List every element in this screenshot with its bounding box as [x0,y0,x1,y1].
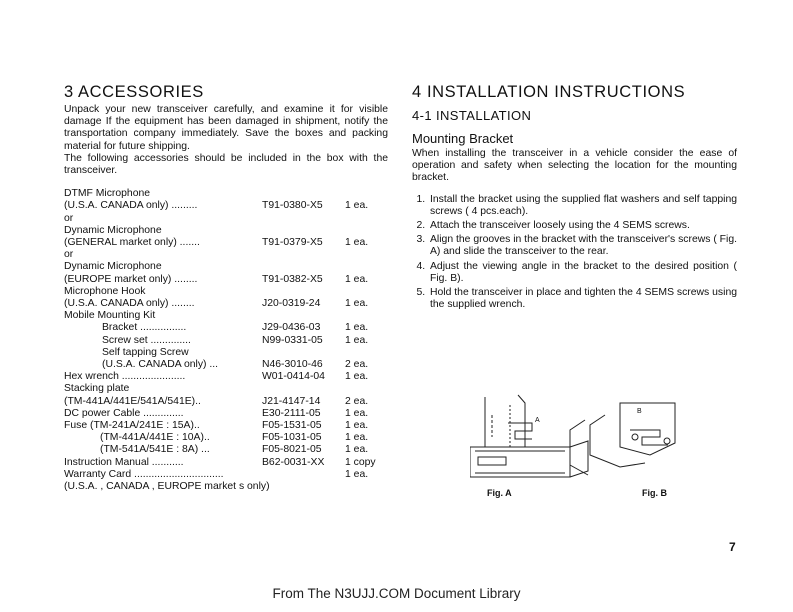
accessory-description: Warranty Card ............................... [64,468,224,480]
accessory-label: Microphone Hook [64,285,146,297]
accessory-description: Bracket ................ [102,322,187,334]
mounting-bracket-intro: When installing the transceiver in a vehicle consider the ease of operation and safety when selecting the location for the mounting bracket. [412,148,737,184]
accessory-description: (EUROPE market only) ........ [64,273,198,285]
accessory-row [64,432,388,444]
accessory-label: Self tapping Screw [102,346,189,358]
accessory-description: Fuse (TM-241A/241E : 15A).. [64,420,200,432]
bracket-diagram [470,375,750,505]
accessory-description: Hex wrench ...................... [64,371,186,383]
accessory-label: Dynamic Microphone [64,261,162,273]
accessory-part-number: J29-0436-03 [262,322,321,334]
accessory-part-number: T91-0382-X5 [262,273,323,285]
accessory-part-number: E30-2111-05 [262,407,321,419]
accessory-row [64,335,388,347]
accessory-row [64,457,388,469]
accessory-part-number: T91-0379-X5 [262,237,323,249]
accessory-quantity: 2 ea. [345,395,369,407]
accessory-quantity: 1 ea. [345,371,369,383]
accessory-description: (TM-441A/441E/541A/541E).. [64,395,201,407]
accessory-quantity: 1 ea. [345,468,369,480]
installation-steps [412,194,737,312]
accessory-description: DC power Cable .............. [64,407,184,419]
accessories-heading: 3 ACCESSORIES [64,83,204,101]
accessory-label: (U.S.A. , CANADA , EUROPE market s only) [64,481,270,493]
accessory-description: Screw set .............. [102,334,191,346]
accessory-quantity: 1 ea. [345,273,369,285]
installation-step: 2. Attach the transceiver loosely using the 4 SEMS screws. [428,220,737,232]
accessory-row [64,237,388,249]
installation-heading: 4 INSTALLATION INSTRUCTIONS [412,83,686,101]
accessory-quantity: 1 ea. [345,444,369,456]
accessory-label: Dynamic Microphone [64,224,162,236]
accessory-row [64,396,388,408]
accessory-part-number: W01-0414-04 [262,371,325,383]
installation-step: 3. Align the grooves in the bracket with the transceiver's screws ( Fig. A) and slide the transceiver to the rear. [428,234,737,258]
accessory-part-number: F05-1531-05 [262,420,322,432]
fig-b-caption: Fig. B [642,488,667,498]
accessory-row [64,200,388,212]
installation-subheading: 4-1 INSTALLATION [412,108,532,123]
accessories-section [64,83,388,493]
accessory-description: (U.S.A. CANADA only) ... [102,359,219,371]
accessory-quantity: 1 ea. [345,407,369,419]
accessory-description: Instruction Manual ........... [64,456,184,468]
footer-credit: From The N3UJJ.COM Document Library [272,586,521,601]
accessory-description: (TM-541A/541E : 8A) ... [100,444,210,456]
accessory-part-number: J21-4147-14 [262,395,321,407]
accessory-label: Stacking plate [64,383,130,395]
accessory-quantity: 1 ea. [345,432,369,444]
accessory-part-number: B62-0031-XX [262,456,325,468]
fig-a-caption: Fig. A [487,488,512,498]
accessory-row [64,408,388,420]
accessory-quantity: 1 ea. [345,420,369,432]
accessory-quantity: 1 ea. [345,334,369,346]
installation-section [412,83,737,313]
fig-b-label-b: B [637,408,642,415]
accessories-list [64,188,388,493]
accessory-part-number: F05-1031-05 [262,432,322,444]
accessory-part-number [262,469,342,481]
accessory-row [64,469,388,481]
accessory-label: or [64,249,74,261]
accessory-part-number: N99-0331-05 [262,334,323,346]
installation-step: 4. Adjust the viewing angle in the bracket to the desired position ( Fig. B). [428,261,737,285]
figures [470,375,750,505]
accessory-part-number: F05-8021-05 [262,444,322,456]
accessory-description: (U.S.A. CANADA only) ......... [64,200,198,212]
accessory-row [64,359,388,371]
accessory-quantity: 1 ea. [345,298,369,310]
fig-a-label-a: A [535,417,540,424]
accessory-quantity: 1 ea. [345,322,369,334]
accessory-row [64,371,388,383]
installation-step: 1. Install the bracket using the supplied flat washers and self tapping screws ( 4 pcs.each). [428,194,737,218]
accessory-part-number: J20-0319-24 [262,298,321,310]
accessory-part-number: T91-0380-X5 [262,200,323,212]
accessory-description: (U.S.A. CANADA only) ........ [64,298,195,310]
accessory-quantity: 1 ea. [345,200,369,212]
accessory-quantity: 1 ea. [345,237,369,249]
accessory-row [64,322,388,334]
page-number: 7 [729,540,736,554]
accessory-part-number: N46-3010-46 [262,359,323,371]
accessories-intro: Unpack your new transceiver carefully, and examine it for visible damage If the equipment has been damaged in shipment, notify the transportation company immediately. Save the boxes and packing material for future shipping. [64,104,388,152]
accessory-row [64,298,388,310]
mounting-bracket-title: Mounting Bracket [412,131,514,146]
accessory-description: (TM-441A/441E : 10A).. [100,432,210,444]
accessory-row [64,274,388,286]
accessory-label: DTMF Microphone [64,188,151,200]
accessory-row [64,420,388,432]
accessory-quantity: 2 ea. [345,359,369,371]
accessory-row [64,444,388,456]
accessory-description: (GENERAL market only) ....... [64,237,200,249]
installation-step: 5. Hold the transceiver in place and tighten the 4 SEMS screws using the supplied wrench. [428,287,737,311]
accessories-intro2: The following accessories should be included in the box with the transceiver. [64,152,388,177]
accessory-quantity: 1 copy [345,456,376,468]
accessory-label: Mobile Mounting Kit [64,310,156,322]
accessory-label: or [64,212,74,224]
